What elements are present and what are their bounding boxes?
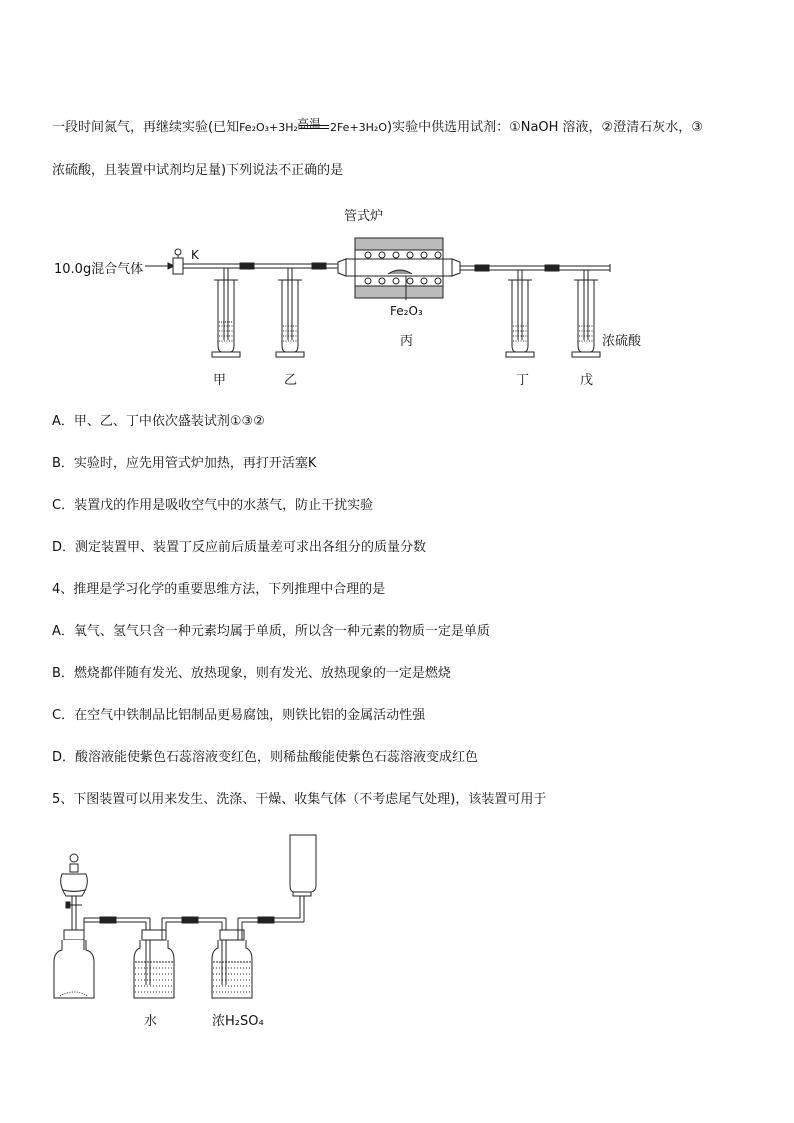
furnace-label: 管式炉 (344, 209, 384, 224)
reaction-lhs: Fe₂O₃+3H₂ (239, 121, 298, 134)
funnel-stopper (70, 854, 78, 862)
bing-label: 丙 (400, 334, 414, 349)
conc-acid-label: 浓硫酸 (602, 334, 642, 349)
q3-option-b: B．实验时，应先用管式炉加热，再打开活塞K (52, 456, 317, 471)
gas-label: 10.0g混合气体 (54, 262, 144, 277)
reaction-rhs: 2Fe+3H₂O (329, 121, 387, 134)
bottle-label-ding: 丁 (516, 373, 530, 388)
q4-option-b: B．燃烧都伴随有发光、放热现象，则有发光、放热现象的一定是燃烧 (52, 666, 451, 681)
valve-label: K (191, 248, 199, 262)
q4-stem: 4、推理是学习化学的重要思维方法，下列推理中合理的是 (52, 582, 386, 597)
fe2o3-label: Fe₂O₃ (390, 304, 423, 318)
water-label: 水 (144, 1014, 158, 1029)
q4-option-d: D．酸溶液能使紫色石蕊溶液变红色，则稀盐酸能使紫色石蕊溶液变成红色 (52, 750, 479, 765)
q3-intro-pre: 一段时间氮气，再继续实验(已知 (52, 120, 240, 135)
generation-bottle (54, 940, 94, 998)
q5-stem: 5、下图装置可以用来发生、洗涤、干燥、收集气体（不考虑尾气处理)，该装置可用于 (52, 792, 547, 807)
q3-option-c: C．装置戊的作用是吸收空气中的水蒸气，防止干扰实验 (52, 498, 374, 513)
collection-bottle (290, 835, 316, 892)
q3-option-a: A．甲、乙、丁中依次盛装试剂①③② (52, 414, 265, 429)
separatory-funnel (61, 874, 88, 896)
q3-option-d: D．测定装置甲、装置丁反应前后质量差可求出各组分的质量分数 (52, 540, 427, 555)
reaction-condition: 高温 (296, 117, 321, 131)
q3-stem-line2: 浓硫酸，且装置中试剂均足量)下列说法不正确的是 (52, 163, 344, 178)
q4-option-c: C．在空气中铁制品比铝制品更易腐蚀，则铁比铝的金属活动性强 (52, 708, 426, 723)
bottle-label-yi: 乙 (284, 373, 298, 388)
q3-intro-post: )实验中供选用试剂：①NaOH 溶液，②澄清石灰水，③ (387, 120, 703, 135)
bottle-label-wu: 戊 (580, 373, 594, 388)
acid-bottle (212, 940, 252, 998)
bottle-label-jia: 甲 (213, 373, 227, 388)
conc-h2so4-label: 浓H₂SO₄ (212, 1014, 264, 1029)
q4-option-a: A．氧气、氢气只含一种元素均属于单质，所以含一种元素的物质一定是单质 (52, 624, 490, 639)
water-bottle (134, 940, 174, 998)
